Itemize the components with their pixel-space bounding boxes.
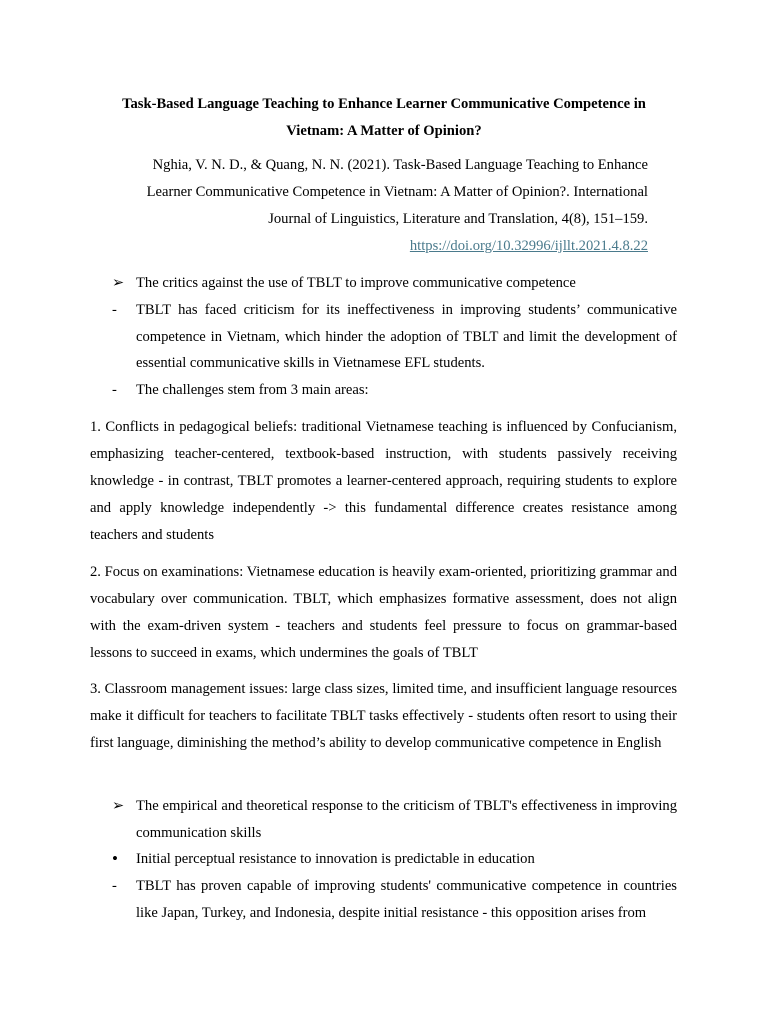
section2-heading-row: [90, 793, 677, 846]
arrow-bullet-icon: ➢: [112, 798, 125, 814]
numbered-paragraph-1: 1. Conflicts in pedagogical beliefs: traditional Vietnamese teaching is influenced by Confucianism, emphasizing teacher-centered, textbook-based instruction, with students passively receiving knowledge - in contrast, TBLT promotes a learner-centered approach, requiring students to explore and apply knowledge independently -> this fundamental difference creates resistance among teachers and students: [90, 419, 677, 543]
dot-bullet: •: [112, 849, 118, 868]
document-title: Task-Based Language Teaching to Enhance Learner Communicative Competence in Vietnam: A Matter of Opinion?: [122, 96, 646, 139]
dash-bullet: -: [112, 878, 117, 894]
section1-heading-row: [90, 270, 677, 297]
list-item: [90, 846, 677, 873]
numbered-paragraph-2: 2. Focus on examinations: Vietnamese education is heavily exam-oriented, prioritizing grammar and vocabulary over communication. TBLT, which emphasizes formative assessment, does not align with the exam-driven system - teachers and students feel pressure to focus on grammar-based lessons to succeed in exams, which undermines the goals of TBLT: [90, 564, 677, 661]
dash-bullet: -: [112, 382, 117, 398]
citation-text: Nghia, V. N. D., & Quang, N. N. (2021). Task-Based Language Teaching to Enhance Learner Communicative Competence in Vietnam: A Matter of Opinion?. International Journal of Linguistics, Literature and Translation, 4(8), 151–159.: [146, 157, 648, 227]
section1-heading: The critics against the use of TBLT to improve communicative competence: [136, 275, 576, 291]
numbered-paragraph-3: 3. Classroom management issues: large class sizes, limited time, and insufficient language resources make it difficult for teachers to facilitate TBLT tasks effectively - students often resort to using their first language, diminishing the method’s ability to develop communicative competence in English: [90, 681, 677, 751]
list-item-text: TBLT has proven capable of improving students' communicative competence in countries like Japan, Turkey, and Indonesia, despite initial resistance - this opposition arises from: [136, 878, 677, 921]
doi-link[interactable]: https://doi.org/10.32996/ijllt.2021.4.8.22: [409, 238, 648, 254]
list-item-text: The challenges stem from 3 main areas:: [136, 382, 369, 398]
list-item-text: Initial perceptual resistance to innovation is predictable in education: [136, 851, 535, 867]
list-item: [90, 377, 677, 404]
list-item-text: TBLT has faced criticism for its ineffectiveness in improving students’ communicative competence in Vietnam, which hinder the adoption of TBLT and limit the development of essential communicative skills in Vietnamese EFL students.: [136, 302, 677, 372]
list-item: [90, 297, 677, 377]
citation: [110, 152, 648, 260]
section2-heading: The empirical and theoretical response to the criticism of TBLT's effectiveness in improving communication skills: [136, 798, 677, 841]
arrow-bullet-icon: ➢: [112, 275, 125, 291]
list-item: [90, 873, 677, 926]
dash-bullet: -: [112, 302, 117, 318]
